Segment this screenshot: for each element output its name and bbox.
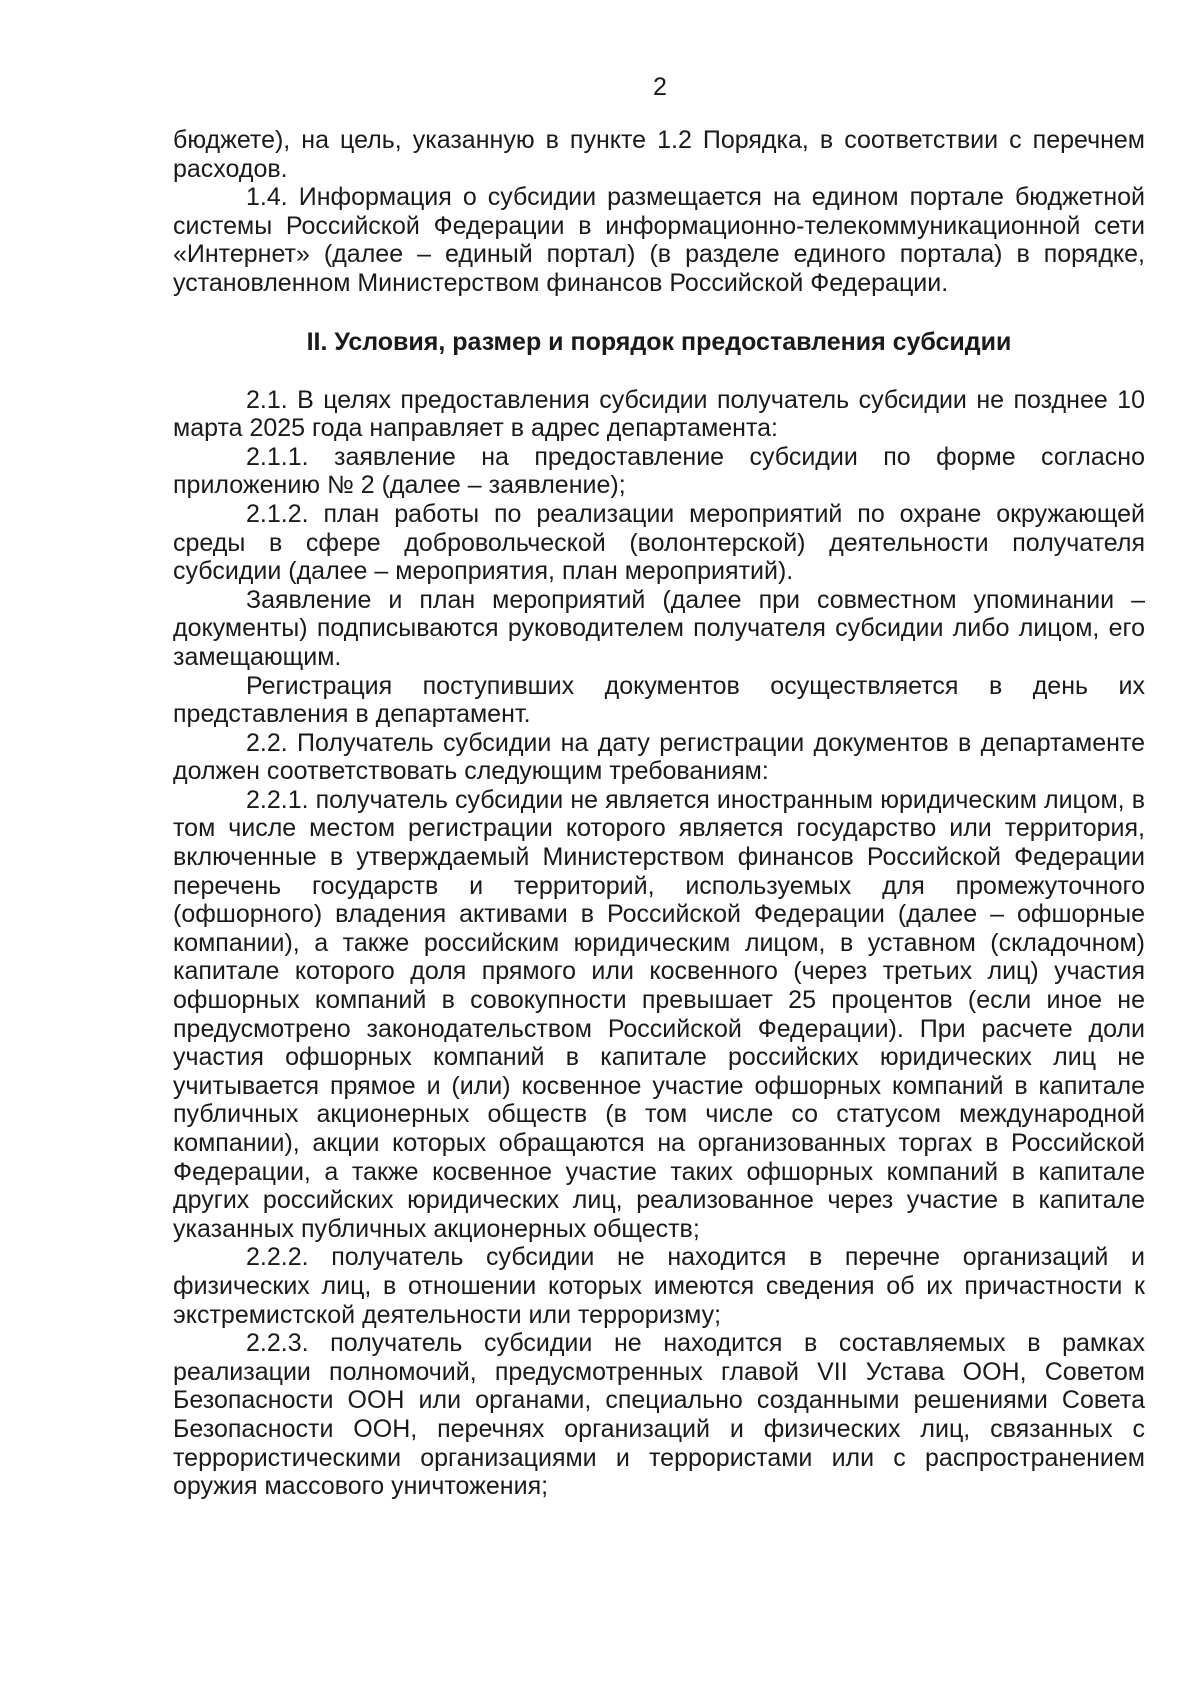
paragraph-2-1-1: 2.1.1. заявление на предоставление субсидии по форме согласно приложению № 2 (далее – заявление);: [173, 442, 1145, 500]
paragraph-1-4: 1.4. Информация о субсидии размещается на едином портале бюджетной системы Российской Федерации в информационно-телекоммуникационной сети «Интернет» (далее – единый портал) (в разделе единого портала) в порядке, установленном Министерством финансов Российской Федерации.: [173, 183, 1145, 297]
document-body: [173, 126, 1145, 1501]
paragraph-documents-signing: Заявление и план мероприятий (далее при совместном упоминании – документы) подписываются руководителем получателя субсидии либо лицом, его замещающим.: [173, 585, 1145, 671]
paragraph-continuation: бюджете), на цель, указанную в пункте 1.2 Порядка, в соответствии с перечнем расходов.: [173, 126, 1145, 183]
paragraph-2-2-2: 2.2.2. получатель субсидии не находится в перечне организаций и физических лиц, в отношении которых имеются сведения об их причастности к экстремистской деятельности или терроризму;: [173, 1243, 1145, 1329]
paragraph-2-1: 2.1. В целях предоставления субсидии получатель субсидии не позднее 10 марта 2025 года направляет в адрес департамента:: [173, 385, 1145, 443]
paragraph-2-1-2: 2.1.2. план работы по реализации мероприятий по охране окружающей среды в сфере добровольческой (волонтерской) деятельности получателя субсидии (далее – мероприятия, план мероприятий).: [173, 499, 1145, 586]
paragraph-2-2-3: 2.2.3. получатель субсидии не находится в составляемых в рамках реализации полномочий, предусмотренных главой VII Устава ООН, Советом Безопасности ООН или органами, специально созданными решениями Совета Безопасности ООН, перечнях организаций и физических лиц, связанных с террористическими организациями и террористами или с распространением оружия массового уничтожения;: [173, 1329, 1145, 1501]
paragraph-2-2-1: 2.2.1. получатель субсидии не является иностранным юридическим лицом, в том числе местом регистрации которого является государство или территория, включенные в утверждаемый Министерством финансов Российской Федерации перечень государств и территорий, используемых для промежуточного (офшорного) владения активами в Российской Федерации (далее – офшорные компании), а также российским юридическим лицом, в уставном (складочном) капитале которого доля прямого или косвенного (через третьих лиц) участия офшорных компаний в совокупности превышает 25 процентов (если иное не предусмотрено законодательством Российской Федерации). При расчете доли участия офшорных компаний в капитале российских юридических лиц не учитывается прямое и (или) косвенное участие офшорных компаний в капитале публичных акционерных обществ (в том числе со статусом международной компании), акции которых обращаются на организованных торгах в Российской Федерации, а также косвенное участие таких офшорных компаний в капитале других российских юридических лиц, реализованное через участие в капитале указанных публичных акционерных обществ;: [173, 785, 1145, 1243]
paragraph-documents-registration: Регистрация поступивших документов осуществляется в день их представления в департамент.: [173, 671, 1145, 729]
paragraph-2-2: 2.2. Получатель субсидии на дату регистрации документов в департаменте должен соответствовать следующим требованиям:: [173, 728, 1145, 786]
page-number: 2: [653, 73, 667, 101]
section-heading: II. Условия, размер и порядок предоставления субсидии: [306, 327, 1012, 356]
